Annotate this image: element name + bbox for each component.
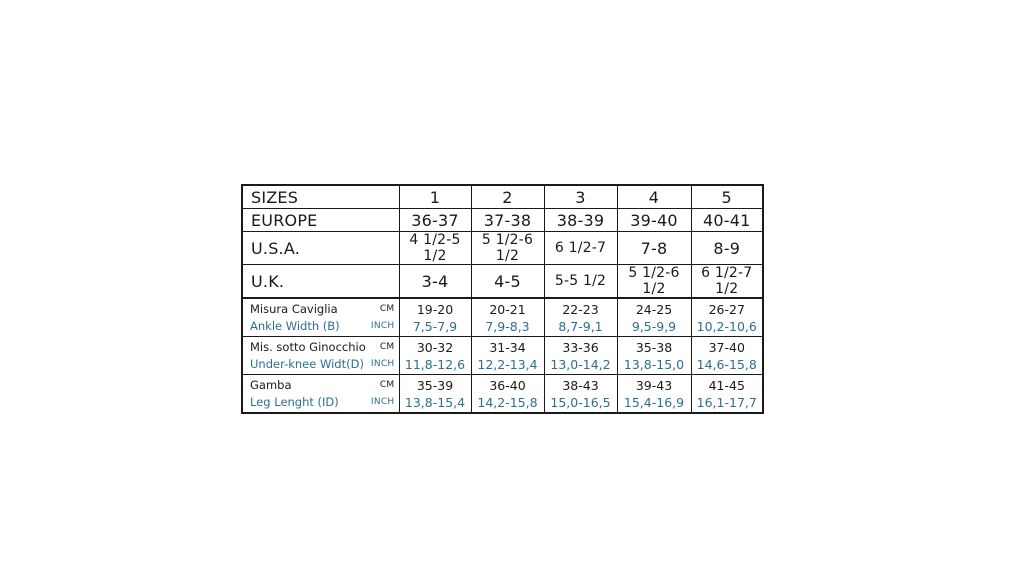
uk-cell: 5-5 1/2 xyxy=(544,265,617,299)
europe-cell: 38-39 xyxy=(544,209,617,232)
inch-value: 16,1-17,7 xyxy=(696,394,757,410)
usa-cell: 4 1/2-5 1/2 xyxy=(399,232,471,265)
inch-value: 14,2-15,8 xyxy=(477,394,538,410)
ankle-cell xyxy=(691,298,763,337)
cm-value: 35-39 xyxy=(416,377,454,393)
inch-value: 13,8-15,0 xyxy=(623,356,685,372)
cm-value: 26-27 xyxy=(708,301,745,317)
usa-cell: 7-8 xyxy=(617,232,691,265)
unit-inch: INCH xyxy=(370,358,395,369)
under-knee-label-en: Under-knee Widt(D) xyxy=(250,356,364,371)
leg-length-label-cell xyxy=(242,375,399,414)
leg-length-cell xyxy=(471,375,544,414)
leg-length-row xyxy=(242,375,763,414)
cm-value: 20-21 xyxy=(489,301,526,317)
cm-value: 19-20 xyxy=(416,301,454,317)
usa-cell: 6 1/2-7 xyxy=(544,232,617,265)
uk-label: U.K. xyxy=(242,265,399,299)
unit-inch: INCH xyxy=(370,320,395,331)
cm-value: 24-25 xyxy=(635,301,673,317)
usa-cell: 5 1/2-6 1/2 xyxy=(471,232,544,265)
cm-value: 38-43 xyxy=(562,377,599,393)
unit-cm: CM xyxy=(379,379,395,390)
europe-cell: 39-40 xyxy=(617,209,691,232)
unit-cm: CM xyxy=(379,341,395,352)
ankle-cell xyxy=(544,298,617,337)
europe-row xyxy=(242,209,763,232)
europe-cell: 40-41 xyxy=(691,209,763,232)
under-knee-cell xyxy=(544,337,617,375)
size-cell: 5 xyxy=(691,185,763,209)
inch-value: 12,2-13,4 xyxy=(477,356,538,372)
cm-value: 36-40 xyxy=(489,377,526,393)
cm-value: 37-40 xyxy=(708,339,745,355)
uk-row xyxy=(242,265,763,299)
inch-value: 14,6-15,8 xyxy=(696,356,757,372)
europe-label: EUROPE xyxy=(242,209,399,232)
cm-value: 39-43 xyxy=(635,377,673,393)
cm-value: 30-32 xyxy=(416,339,454,355)
cm-value: 22-23 xyxy=(562,301,599,317)
cm-value: 35-38 xyxy=(635,339,673,355)
under-knee-cell xyxy=(691,337,763,375)
uk-cell: 4-5 xyxy=(471,265,544,299)
inch-value: 7,9-8,3 xyxy=(485,318,530,334)
size-chart-table xyxy=(241,184,764,414)
inch-value: 7,5-7,9 xyxy=(412,318,458,334)
under-knee-row xyxy=(242,337,763,375)
cm-value: 41-45 xyxy=(708,377,745,393)
unit-cm: CM xyxy=(379,303,395,314)
ankle-cell xyxy=(617,298,691,337)
under-knee-cell xyxy=(399,337,471,375)
inch-value: 13,8-15,4 xyxy=(404,394,466,410)
inch-value: 11,8-12,6 xyxy=(404,356,466,372)
ankle-label-it: Misura Caviglia xyxy=(250,301,338,316)
ankle-cell xyxy=(399,298,471,337)
usa-row xyxy=(242,232,763,265)
size-cell: 1 xyxy=(399,185,471,209)
under-knee-cell xyxy=(617,337,691,375)
inch-value: 9,5-9,9 xyxy=(631,318,677,334)
sizes-row xyxy=(242,185,763,209)
sizes-label: SIZES xyxy=(242,185,399,209)
inch-value: 15,0-16,5 xyxy=(550,394,611,410)
inch-value: 13,0-14,2 xyxy=(550,356,611,372)
size-cell: 2 xyxy=(471,185,544,209)
europe-cell: 37-38 xyxy=(471,209,544,232)
cm-value: 33-36 xyxy=(562,339,599,355)
uk-cell: 6 1/2-7 1/2 xyxy=(691,265,763,299)
usa-cell: 8-9 xyxy=(691,232,763,265)
ankle-label-cell xyxy=(242,298,399,337)
europe-cell: 36-37 xyxy=(399,209,471,232)
cm-value: 31-34 xyxy=(489,339,526,355)
under-knee-label-it: Mis. sotto Ginocchio xyxy=(250,339,366,354)
under-knee-cell xyxy=(471,337,544,375)
inch-value: 15,4-16,9 xyxy=(623,394,685,410)
size-cell: 4 xyxy=(617,185,691,209)
inch-value: 8,7-9,1 xyxy=(558,318,603,334)
leg-length-cell xyxy=(617,375,691,414)
unit-inch: INCH xyxy=(370,396,395,407)
uk-cell: 5 1/2-6 1/2 xyxy=(617,265,691,299)
leg-length-cell xyxy=(544,375,617,414)
leg-length-label-en: Leg Lenght (ID) xyxy=(250,394,339,409)
ankle-label-en: Ankle Width (B) xyxy=(250,318,340,333)
usa-label: U.S.A. xyxy=(242,232,399,265)
leg-length-cell xyxy=(691,375,763,414)
size-cell: 3 xyxy=(544,185,617,209)
leg-length-label-it: Gamba xyxy=(250,377,292,392)
ankle-row xyxy=(242,298,763,337)
under-knee-label-cell xyxy=(242,337,399,375)
inch-value: 10,2-10,6 xyxy=(696,318,757,334)
ankle-cell xyxy=(471,298,544,337)
leg-length-cell xyxy=(399,375,471,414)
uk-cell: 3-4 xyxy=(399,265,471,299)
